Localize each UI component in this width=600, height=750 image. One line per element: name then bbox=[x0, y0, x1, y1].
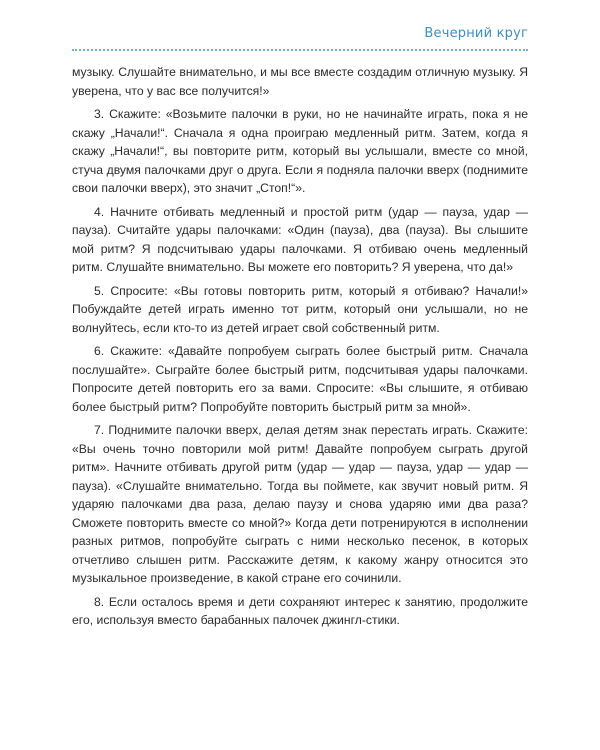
paragraph-step-4: 4. Начните отбивать медленный и простой ритм (удар — пауза, удар — пауза). Считайте удары палочками: «Один (пауза), два (пауза). Вы слышите мой ритм? Я подсчитываю удары палочками. Я отбиваю очень медленный ритм. Слушайте внимательно. Вы можете его повторить? Я уверена, что да!» bbox=[72, 204, 528, 274]
paragraph-step-7: 7. Поднимите палочки вверх, делая детям знак перестать играть. Скажите: «Вы очень точно повторили мой ритм! Давайте попробуем сыграть другой ритм». Начните отбивать другой ритм (удар — удар — пауза, удар — удар — пауза). «Слушайте внимательно. Тогда вы поймете, как звучит новый ритм. Я ударяю палочками два раза, делаю паузу и снова ударяю ими два раза? Сможете повторить вместе со мной?» Когда дети потренируются в исполнении разных ритмов, попробуйте сыграть с ними несколько песенок, в которых отчетливо слышен ритм. Расскажите детям, к какому жанру относится это музыкальное произведение, в какой стране его сочинили. bbox=[72, 423, 528, 585]
paragraph-continuation: музыку. Слушайте внимательно, и мы все вместе создадим отличную музыку. Я уверена, что у вас все получится!» bbox=[72, 65, 528, 98]
paragraph-step-5: 5. Спросите: «Вы готовы повторить ритм, который я отбиваю? Начали!» Побуждайте детей играть именно тот ритм, который они услышали, но не волнуйтесь, если кто-то из детей играет свой собственный ритм. bbox=[72, 283, 528, 335]
running-header-title: Вечерний круг bbox=[424, 26, 528, 41]
paragraph-step-3: 3. Скажите: «Возьмите палочки в руки, но не начинайте играть, пока я не скажу „Начали!“. Сначала я одна проиграю медленный ритм. Затем, когда я скажу „Начали!“, вы повторите ритм, который вы услышали, вместе со мной, стуча двумя палочками друг о друга. Если я подняла палочки вверх (поднимите свои палочки вверх), это значит „Стоп!“». bbox=[72, 107, 528, 195]
header-dotted-rule bbox=[72, 49, 528, 51]
paragraph-step-6: 6. Скажите: «Давайте попробуем сыграть более быстрый ритм. Сначала послушайте». Сыграйте более быстрый ритм, подсчитывая удары палочками. Попросите детей повторить его за вами. Спросите: «Вы слышите, я отбиваю более быстрый ритм? Попробуйте повторить быстрый ритм за мной». bbox=[72, 344, 528, 414]
body-text bbox=[72, 63, 528, 635]
paragraph-step-8: 8. Если осталось время и дети сохраняют интерес к занятию, продолжите его, используя вместо барабанных палочек джингл-стики. bbox=[72, 594, 528, 627]
running-header bbox=[72, 26, 528, 50]
